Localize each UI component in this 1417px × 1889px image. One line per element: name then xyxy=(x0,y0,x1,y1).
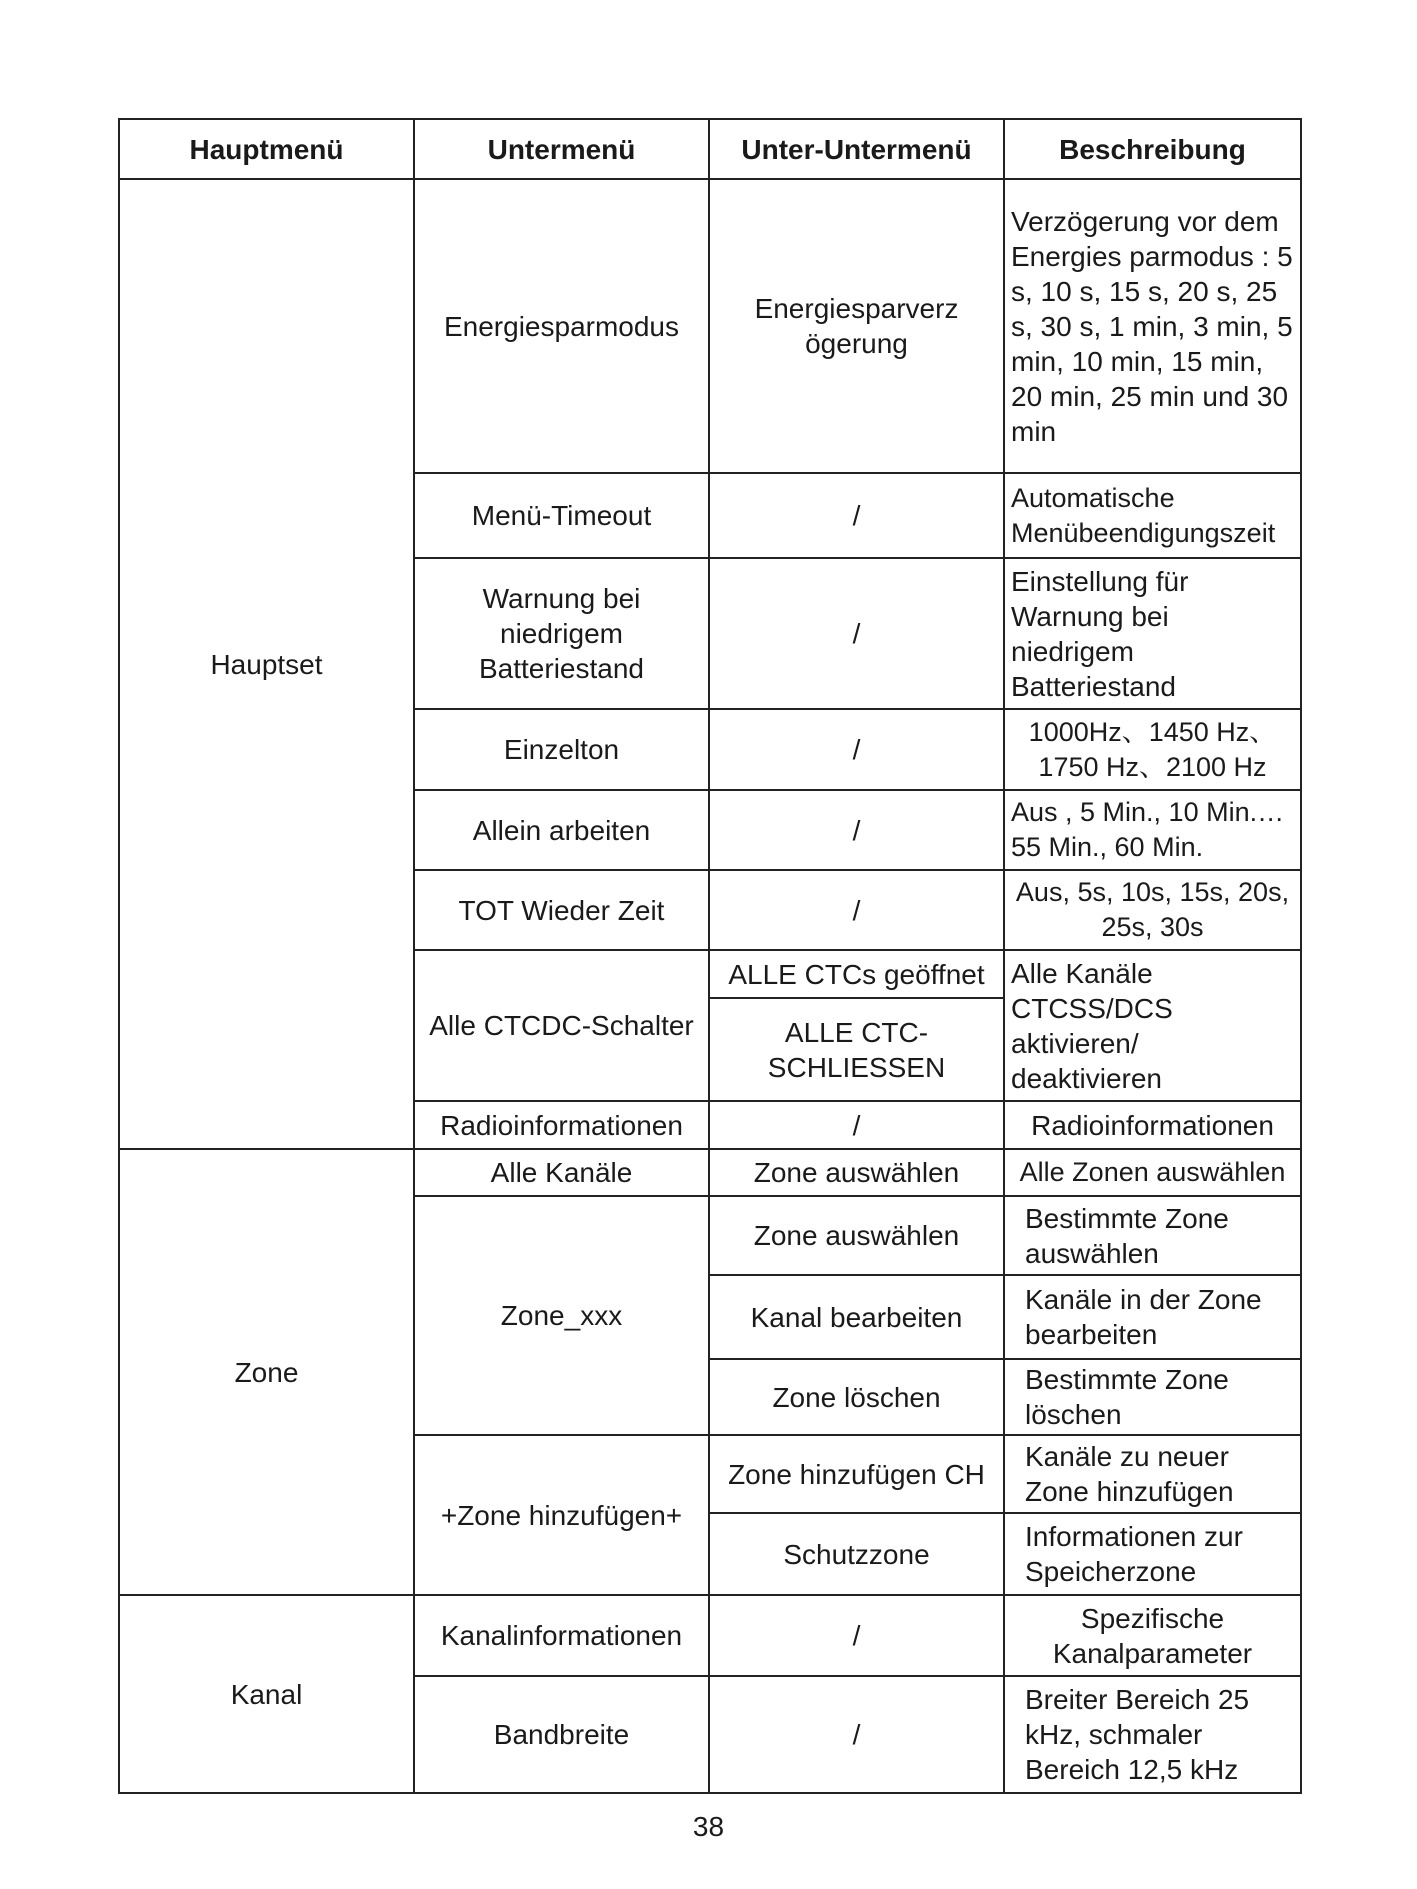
submenu-cell: TOT Wieder Zeit xyxy=(414,870,709,950)
submenu-cell: Bandbreite xyxy=(414,1676,709,1793)
subsubmenu-cell: Zone auswählen xyxy=(709,1196,1004,1275)
subsubmenu-cell: ALLE CTCs geöffnet xyxy=(709,950,1004,998)
submenu-cell: Radioinformationen xyxy=(414,1101,709,1149)
subsubmenu-cell: / xyxy=(709,790,1004,870)
submenu-cell: +Zone hinzufügen+ xyxy=(414,1435,709,1595)
description-cell: Spezifische Kanalparameter xyxy=(1004,1595,1301,1676)
submenu-cell: Einzelton xyxy=(414,709,709,790)
subsubmenu-cell: / xyxy=(709,558,1004,709)
main-menu-kanal: Kanal xyxy=(119,1595,414,1793)
main-menu-hauptset: Hauptset xyxy=(119,179,414,1149)
table-row xyxy=(119,1595,1301,1676)
description-cell: Alle Kanäle CTCSS/DCS aktivieren/ deaktivieren xyxy=(1004,950,1301,1101)
description-cell: Informationen zur Speicherzone xyxy=(1004,1513,1301,1595)
subsubmenu-cell: / xyxy=(709,473,1004,558)
description-cell: Verzögerung vor dem Energies parmodus : 5 s, 10 s, 15 s, 20 s, 25 s, 30 s, 1 min, 3 min, 5 min, 10 min, 15 min, 20 min, 25 min und 30 min xyxy=(1004,179,1301,473)
header-submenu: Untermenü xyxy=(414,119,709,179)
subsubmenu-cell: Kanal bearbeiten xyxy=(709,1275,1004,1359)
submenu-cell: Zone_xxx xyxy=(414,1196,709,1435)
description-cell: Bestimmte Zone auswählen xyxy=(1004,1196,1301,1275)
subsubmenu-cell: ALLE CTC-SCHLIESSEN xyxy=(709,998,1004,1101)
subsubmenu-cell: Zone löschen xyxy=(709,1359,1004,1435)
subsubmenu-cell: / xyxy=(709,870,1004,950)
description-cell: Einstellung für Warnung bei niedrigem Batteriestand xyxy=(1004,558,1301,709)
subsubmenu-cell: Zone auswählen xyxy=(709,1149,1004,1196)
description-cell: Automatische Menübeendigungszeit xyxy=(1004,473,1301,558)
description-cell: 1000Hz、1450 Hz、1750 Hz、2100 Hz xyxy=(1004,709,1301,790)
header-subsubmenu: Unter-Untermenü xyxy=(709,119,1004,179)
subsubmenu-cell: Schutzzone xyxy=(709,1513,1004,1595)
submenu-cell: Alle CTCDC-Schalter xyxy=(414,950,709,1101)
subsubmenu-cell: Energiesparverz ögerung xyxy=(709,179,1004,473)
description-cell: Aus, 5s, 10s, 15s, 20s, 25s, 30s xyxy=(1004,870,1301,950)
description-cell: Kanäle in der Zone bearbeiten xyxy=(1004,1275,1301,1359)
header-description: Beschreibung xyxy=(1004,119,1301,179)
description-cell: Bestimmte Zone löschen xyxy=(1004,1359,1301,1435)
table-row xyxy=(119,1149,1301,1196)
subsubmenu-cell: / xyxy=(709,1676,1004,1793)
subsubmenu-cell: / xyxy=(709,709,1004,790)
page-number: 38 xyxy=(692,1811,725,1842)
subsubmenu-cell: / xyxy=(709,1101,1004,1149)
main-menu-zone: Zone xyxy=(119,1149,414,1595)
submenu-cell: Alle Kanäle xyxy=(414,1149,709,1196)
description-cell: Radioinformationen xyxy=(1004,1101,1301,1149)
description-cell: Breiter Bereich 25 kHz, schmaler Bereich 12,5 kHz xyxy=(1004,1676,1301,1793)
submenu-cell: Energiesparmodus xyxy=(414,179,709,473)
submenu-cell: Menü-Timeout xyxy=(414,473,709,558)
table-row xyxy=(119,179,1301,473)
description-cell: Kanäle zu neuer Zone hinzufügen xyxy=(1004,1435,1301,1513)
subsubmenu-cell: / xyxy=(709,1595,1004,1676)
description-cell: Aus , 5 Min., 10 Min.… 55 Min., 60 Min. xyxy=(1004,790,1301,870)
subsubmenu-cell: Zone hinzufügen CH xyxy=(709,1435,1004,1513)
description-cell: Alle Zonen auswählen xyxy=(1004,1149,1301,1196)
submenu-cell: Warnung bei niedrigem Batteriestand xyxy=(414,558,709,709)
submenu-cell: Kanalinformationen xyxy=(414,1595,709,1676)
submenu-cell: Allein arbeiten xyxy=(414,790,709,870)
header-main-menu: Hauptmenü xyxy=(119,119,414,179)
menu-table xyxy=(118,118,1302,1794)
header-row xyxy=(119,119,1301,179)
